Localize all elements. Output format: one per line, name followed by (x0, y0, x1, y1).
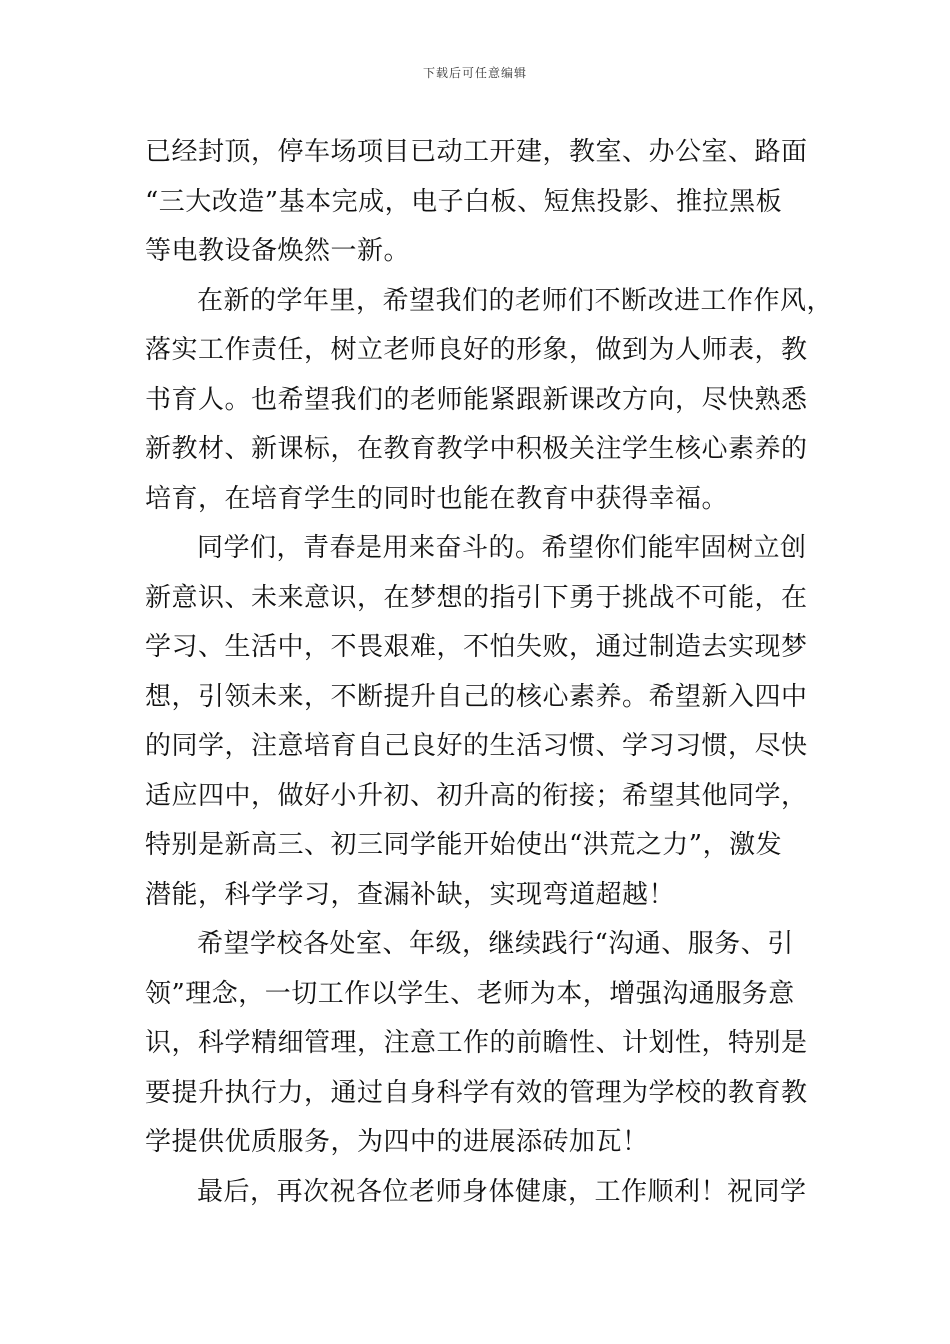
text-line: 学提供优质服务，为四中的进展添砖加瓦！ (145, 1127, 649, 1157)
paragraph-first-line: 在新的学年里，希望我们的老师们不断改进工作作风， (197, 285, 834, 316)
paragraph-first-line: 最后，再次祝各位老师身体健康，工作顺利！祝同学 (197, 1176, 807, 1207)
text-line: 新意识、未来意识，在梦想的指引下勇于挑战不可能，在 (145, 582, 808, 613)
text-line: 潜能，科学学习，查漏补缺，实现弯道超越！ (145, 879, 676, 910)
text-line: 书育人。也希望我们的老师能紧跟新课改方向，尽快熟悉 (145, 384, 808, 415)
text-line: 特别是新高三、初三同学能开始使出“洪荒之力”，激发 (145, 830, 783, 860)
text-line: “三大改造”基本完成，电子白板、短焦投影、推拉黑板 (145, 186, 783, 217)
text-line: 新教材、新课标，在教育教学中积极关注学生核心素养的 (145, 434, 808, 464)
text-line: 领”理念，一切工作以学生、老师为本，增强沟通服务意 (145, 978, 795, 1009)
text-line: 想，引领未来，不断提升自己的核心素养。希望新入四中 (145, 681, 808, 712)
text-line: 适应四中，做好小升初、初升高的衔接；希望其他同学， (145, 780, 808, 811)
text-line: 已经封顶，停车场项目已动工开建，教室、办公室、路面 (145, 137, 808, 167)
paragraph-first-line: 希望学校各处室、年级，继续践行“沟通、服务、引 (197, 929, 794, 959)
text-line: 识，科学精细管理，注意工作的前瞻性、计划性，特别是 (145, 1028, 808, 1058)
text-line: 培育，在培育学生的同时也能在教育中获得幸福。 (145, 483, 729, 514)
text-line: 的同学，注意培育自己良好的生活习惯、学习习惯，尽快 (145, 731, 808, 761)
text-line: 落实工作责任，树立老师良好的形象，做到为人师表，教 (145, 335, 808, 365)
text-line: 要提升执行力，通过自身科学有效的管理为学校的教育教 (145, 1077, 808, 1108)
paragraph-first-line: 同学们，青春是用来奋斗的。希望你们能牢固树立创 (197, 533, 807, 563)
text-line: 学习、生活中，不畏艰难，不怕失败，通过制造去实现梦 (145, 632, 808, 662)
text-line: 等电教设备焕然一新。 (145, 236, 411, 266)
document-body (145, 128, 834, 1217)
page-header: 下载后可任意编辑 (422, 66, 527, 80)
